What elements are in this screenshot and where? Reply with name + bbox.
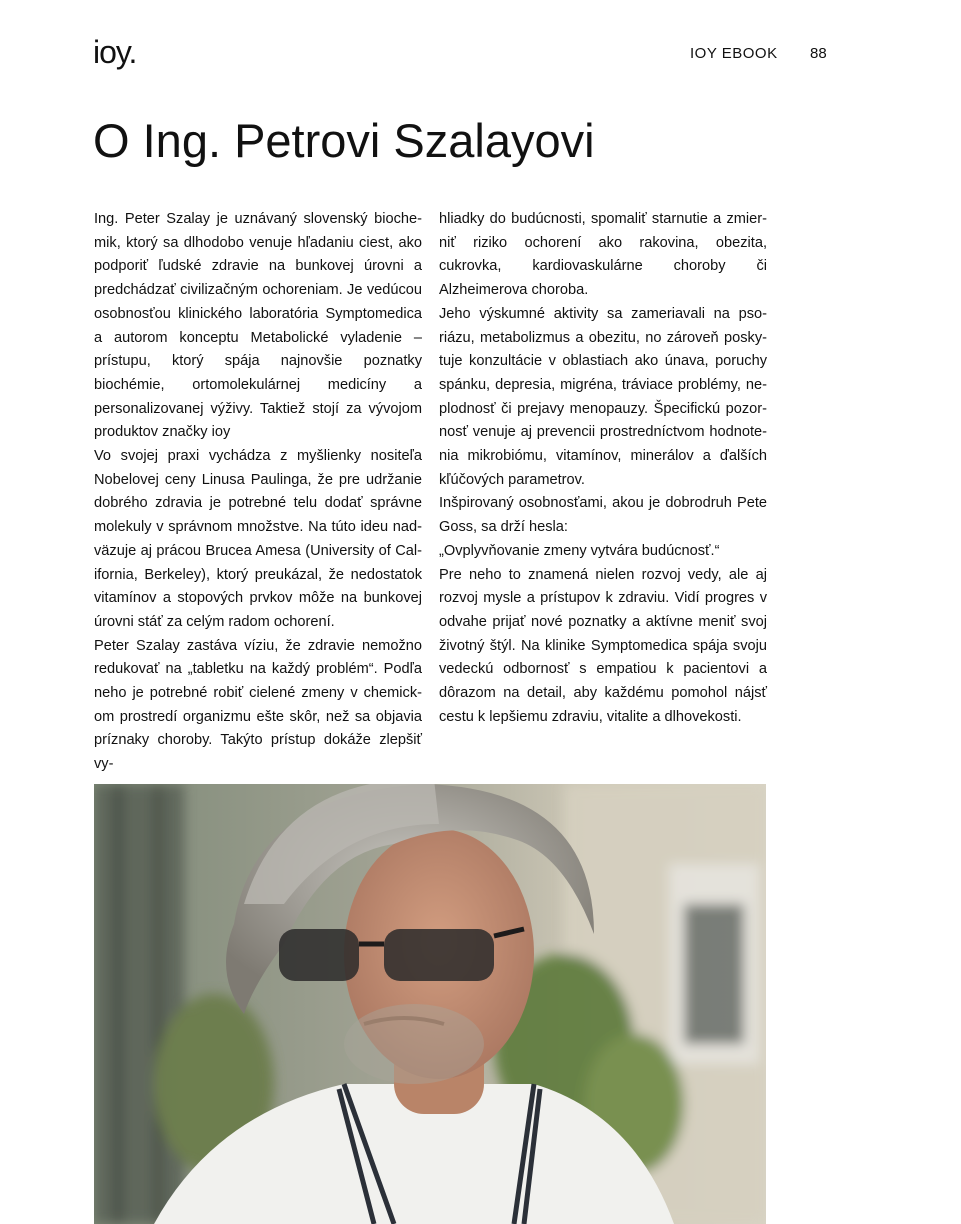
page-title: O Ing. Petrovi Szalayovi — [93, 114, 595, 167]
paragraph-inspiration: Inšpirovaný osobnosťami, akou je dobrodruh Pete Goss, sa drží hesla: — [439, 495, 767, 536]
running-title: IOY EBOOK — [690, 45, 778, 62]
text-column-left — [94, 208, 422, 777]
paragraph-pauling: Vo svojej praxi vychádza z myšlienky nositeľa Nobelovej ceny Linusa Paulinga, že pre udržanie dobrého zdravia je potrebné telu dodať správne molekuly v správnom množstve. Na túto ideu nadväzuje aj prácou Brucea Amesa (University of California, Berkeley), ktorý preukázal, že nedostatok vitamínov a stopových prvkov môže na bunkovej úrovni stáť za celým radom ochorení. — [94, 448, 422, 630]
paragraph-intro: Ing. Peter Szalay je uznávaný slovenský biochemik, ktorý sa dlhodobo venuje hľadaniu ciest, ako podporiť ľudské zdravie na bunkovej úrovni a predchádzať civilizačným ochoreniam. Je vedúcou osobnosťou klinického laboratória Symptomedica a autorom konceptu Metabolické vyladenie – prístupu, ktorý spája najnovšie poznatky biochémie, ortomolekulárnej medicíny a personalizovanej výživy. Taktiež stojí za vývojom produktov značky ioy — [94, 211, 422, 441]
paragraph-vision-continued: hliadky do budúcnosti, spomaliť starnutie a zmierniť riziko ochorení ako rakovina, obezita, cukrovka, kardiovaskulárne choroby či Alzheimerova choroba. — [439, 211, 767, 299]
paragraph-vision: Peter Szalay zastáva víziu, že zdravie nemožno redukovať na „tabletku na každý problém“. Podľa neho je potrebné robiť cielené zmeny v chemickom prostredí organizmu ešte skôr, než sa objavia príznaky choroby. Takýto prístup dokáže zlepšiť vy- — [94, 637, 422, 773]
brand-logo: ioy. — [93, 34, 137, 70]
portrait-photo — [94, 784, 766, 1224]
motto-quote: „Ovplyvňovanie zmeny vytvára budúcnosť.“ — [439, 542, 720, 559]
paragraph-research: Jeho výskumné aktivity sa zameriavali na psoriázu, metabolizmus a obezitu, no zároveň poskytuje konzultácie v oblastiach ako únava, poruchy spánku, depresia, migréna, tráviace problémy, neplodnosť či prejavy menopauzy. Špecifickú pozornosť venuje aj prevencii prostredníctvom hodnotenia mikrobiómu, vitamínov, minerálov a ďalších kľúčových parametrov. — [439, 305, 767, 488]
text-column-right — [439, 208, 767, 729]
paragraph-progress: Pre neho to znamená nielen rozvoj vedy, ale aj rozvoj mysle a prístupov k zdraviu. Vidí progres v odvahe prijať nové poznatky a aktívne meniť svoj životný štýl. Na klinike Symptomedica spája svoju vedeckú odbornosť s empatiou k pacientovi a dôrazom na detail, aby každému pomohol nájsť cestu k lepšiemu zdraviu, vitalite a dlhovekosti. — [439, 566, 767, 725]
page-number: 88 — [810, 45, 827, 62]
